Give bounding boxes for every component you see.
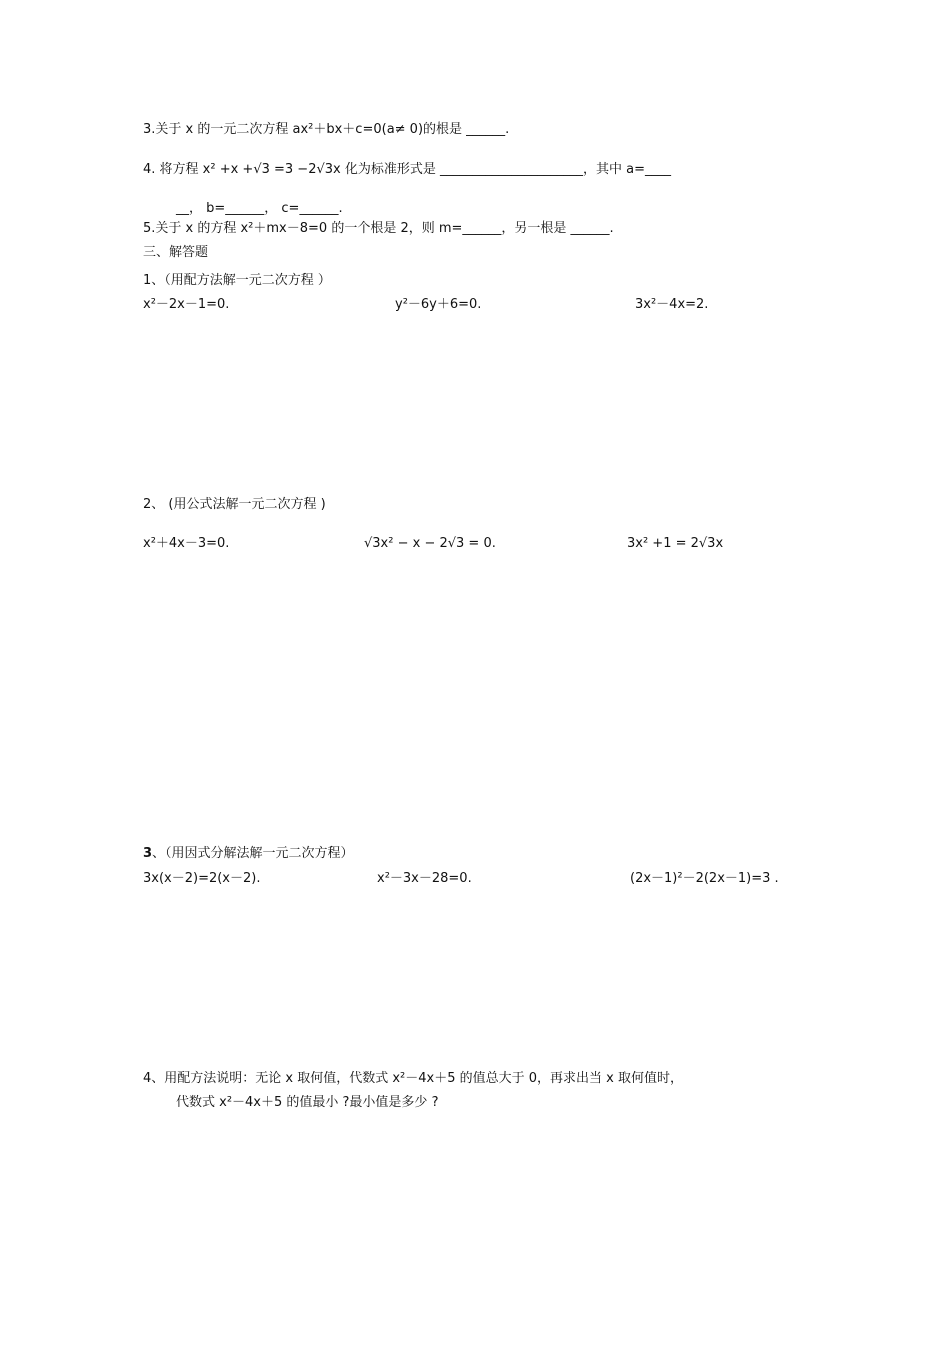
problem-3-eq-1: 3x(x－2)=2(x－2).	[143, 871, 261, 886]
problem-2-eq-2: √3x² − x − 2√3 = 0.	[364, 536, 496, 551]
question-3: 3.关于 x 的一元二次方程 ax²＋bx＋c=0(a≠ 0)的根是 ______.	[143, 122, 510, 137]
section-heading: 三、解答题	[143, 245, 209, 260]
problem-1-title: 1、（用配方法解一元二次方程 ）	[143, 273, 331, 288]
question-4-line-1: 4. 将方程 x² +x +√3 =3 −2√3x 化为标准形式是 ______________________，其中 a=____	[143, 162, 671, 177]
problem-3-number: 3	[143, 846, 153, 861]
problem-4-line-2: 代数式 x²－4x＋5 的值最小 ?最小值是多少 ?	[176, 1095, 439, 1110]
problem-3-title-text: 、（用因式分解法解一元二次方程）	[152, 846, 354, 861]
problem-2-eq-1: x²＋4x－3=0.	[143, 536, 230, 551]
problem-1-eq-3: 3x²－4x=2.	[635, 297, 709, 312]
problem-4-line-1: 4、用配方法说明：无论 x 取何值，代数式 x²－4x＋5 的值总大于 0，再求出当 x 取何值时，	[143, 1071, 683, 1086]
question-4-line-2: __， b=______， c=______.	[176, 201, 343, 216]
problem-2-eq-3: 3x² +1 = 2√3x	[627, 536, 724, 551]
problem-3-eq-2: x²－3x－28=0.	[377, 871, 472, 886]
problem-2-title: 2、 (用公式法解一元二次方程 )	[143, 497, 326, 512]
problem-1-eq-2: y²－6y＋6=0.	[395, 297, 482, 312]
problem-3-eq-3: (2x－1)²－2(2x－1)=3 .	[630, 871, 779, 886]
question-5: 5.关于 x 的方程 x²＋mx－8=0 的一个根是 2，则 m=______，另一根是 ______.	[143, 221, 614, 236]
problem-3-title	[143, 845, 354, 863]
problem-1-eq-1: x²－2x－1=0.	[143, 297, 230, 312]
